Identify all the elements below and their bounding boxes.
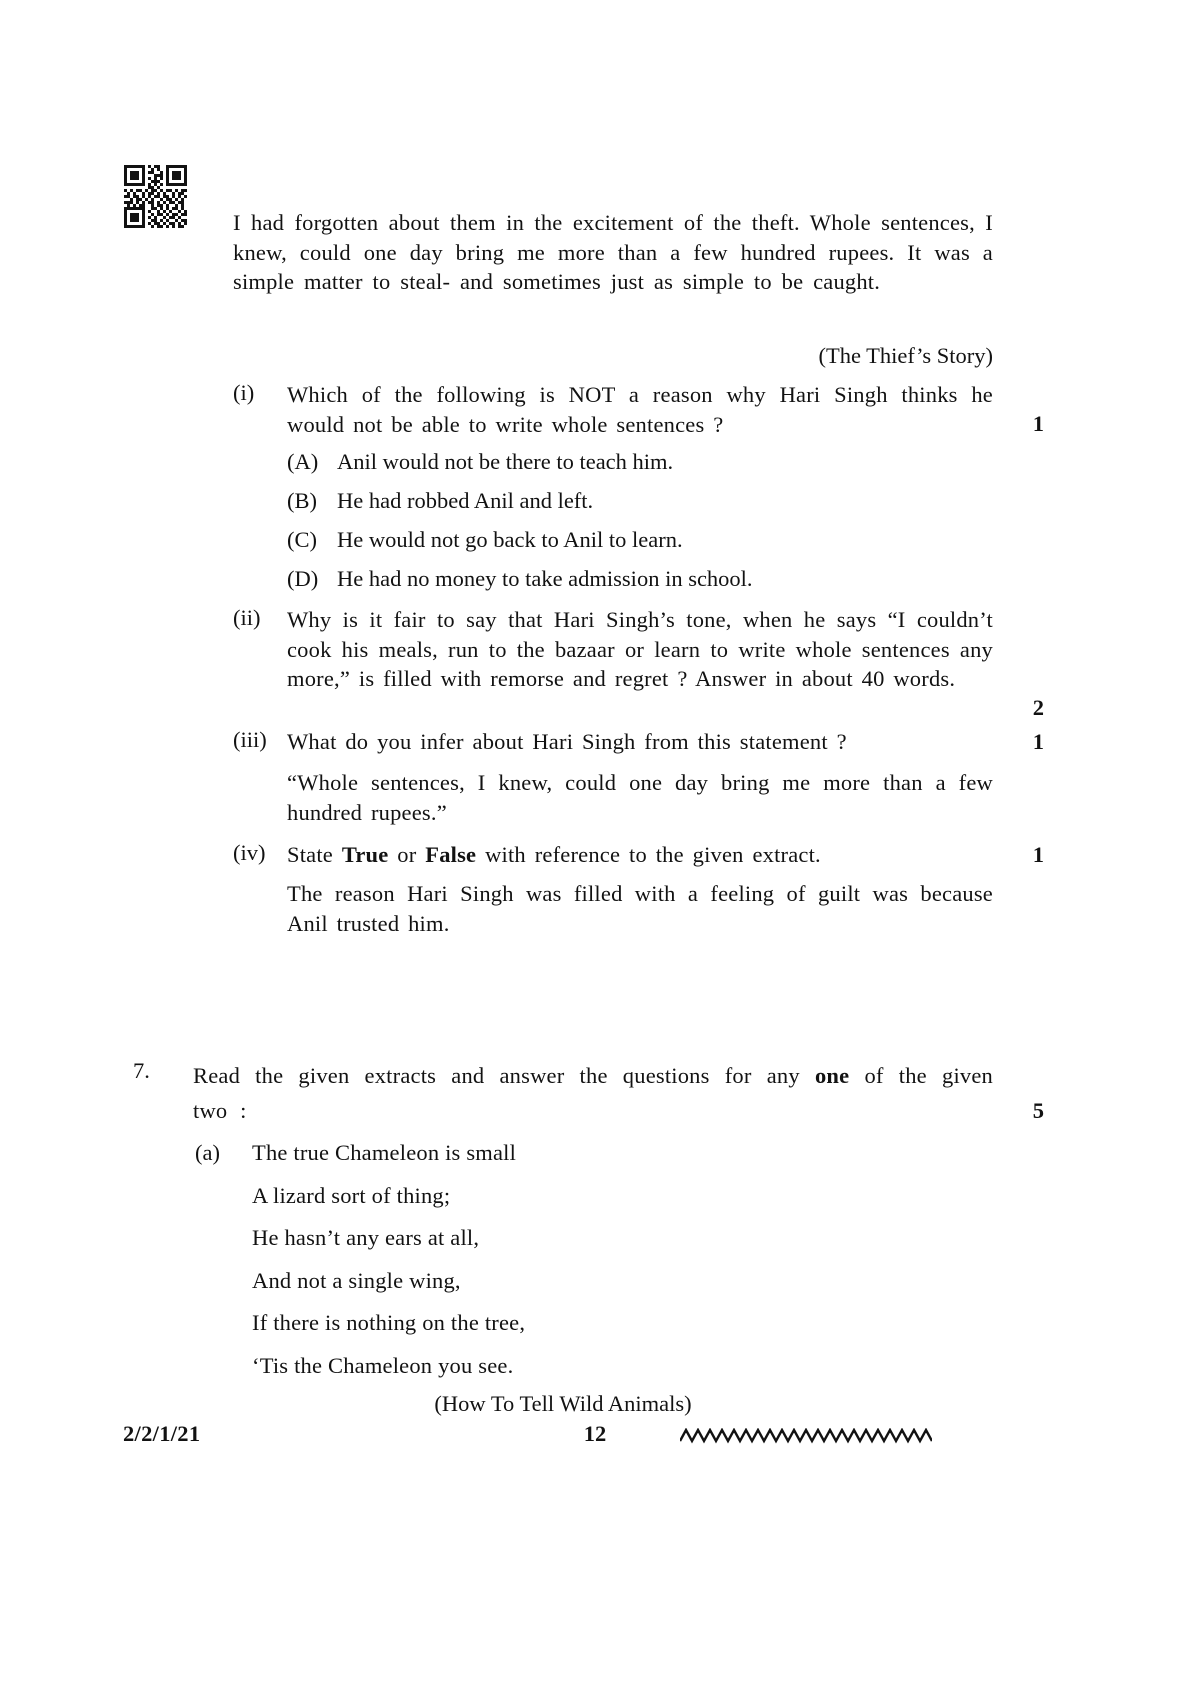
quoted-statement: “Whole sentences, I knew, could one day bring me more than a few hundred rupees.” (287, 770, 993, 825)
marks-badge: 1 (1032, 842, 1044, 867)
option-row-b (287, 488, 993, 514)
poem-line: If there is nothing on the tree, (252, 1310, 526, 1335)
option-label: (D) (287, 566, 319, 591)
option-text: He had robbed Anil and left. (337, 488, 594, 513)
extract-paragraph: I had forgotten about them in the excitement of the theft. Whole sentences, I knew, could one day bring me more than a few hundred rupees. It was a simple matter to steal- and sometimes just as simple to be caught. (233, 210, 993, 294)
question-label: (iii) (233, 727, 267, 752)
question-text: Which of the following is NOT a reason why Hari Singh thinks he would not be able to write whole sentences ? (287, 382, 993, 437)
zigzag-line-svg (680, 1428, 932, 1444)
sub-question-i (233, 380, 993, 439)
question-text (287, 840, 993, 870)
question-text-part: or (388, 842, 426, 867)
marks-badge: 1 (1032, 411, 1044, 436)
true-keyword: True (341, 842, 389, 867)
page-number: 12 (583, 1421, 607, 1446)
paper-code: 2/2/1/21 (123, 1421, 201, 1446)
poem-line: ‘Tis the Chameleon you see. (252, 1352, 514, 1378)
option-text: Anil would not be there to teach him. (337, 449, 674, 474)
option-text: He had no money to take admission in school. (337, 566, 753, 591)
false-keyword: False (425, 842, 477, 867)
option-row-a (287, 449, 993, 475)
question-text-part: of the given two : (193, 1063, 993, 1123)
poem-lines (252, 1132, 815, 1387)
qr-code (124, 165, 187, 228)
sub-question-iii (233, 727, 993, 757)
question-text: Why is it fair to say that Hari Singh’s tone, when he says “I couldn’t cook his meals, run to the bazaar or learn to write whole sentences any more,” is filled with remorse and regret ? Answer in about 40 words. (287, 607, 993, 691)
poem-extract-a (195, 1132, 815, 1387)
marks-badge: 2 (1032, 695, 1044, 720)
question-label: (ii) (233, 605, 261, 630)
question-number: 7. (133, 1058, 150, 1083)
option-row-c (287, 527, 993, 553)
question-label: (i) (233, 380, 255, 405)
poem-line: He hasn’t any ears at all, (252, 1225, 480, 1250)
one-keyword: one (814, 1063, 850, 1088)
extract-source: (The Thief’s Story) (818, 343, 993, 368)
question-label: (iv) (233, 840, 266, 865)
question-text-part: State (287, 842, 342, 867)
question-7 (133, 1058, 993, 1128)
marks-badge: 5 (1032, 1098, 1044, 1123)
question-text-part: Read the given extracts and answer the questions for any (193, 1063, 815, 1088)
sub-part-label: (a) (195, 1140, 220, 1165)
true-false-statement: The reason Hari Singh was filled with a feeling of guilt was because Anil trusted him. (287, 881, 993, 936)
sub-question-ii (233, 605, 993, 694)
qr-code-svg (124, 165, 187, 228)
sub-question-iv (233, 840, 993, 870)
poem-line: The true Chameleon is small (252, 1140, 517, 1165)
question-text-part: with reference to the given extract. (476, 842, 821, 867)
zigzag-polyline (680, 1430, 932, 1441)
option-label: (C) (287, 527, 317, 552)
poem-line: A lizard sort of thing; (252, 1182, 451, 1208)
option-text: He would not go back to Anil to learn. (337, 527, 683, 552)
marks-badge: 1 (1032, 729, 1044, 754)
poem-source: (How To Tell Wild Animals) (434, 1391, 692, 1416)
option-row-d (287, 566, 993, 592)
question-text: What do you infer about Hari Singh from this statement ? (287, 729, 847, 754)
question-text (193, 1058, 993, 1128)
zigzag-line (680, 1428, 932, 1444)
option-label: (A) (287, 449, 319, 474)
poem-line: And not a single wing, (252, 1267, 461, 1293)
option-label: (B) (287, 488, 317, 513)
